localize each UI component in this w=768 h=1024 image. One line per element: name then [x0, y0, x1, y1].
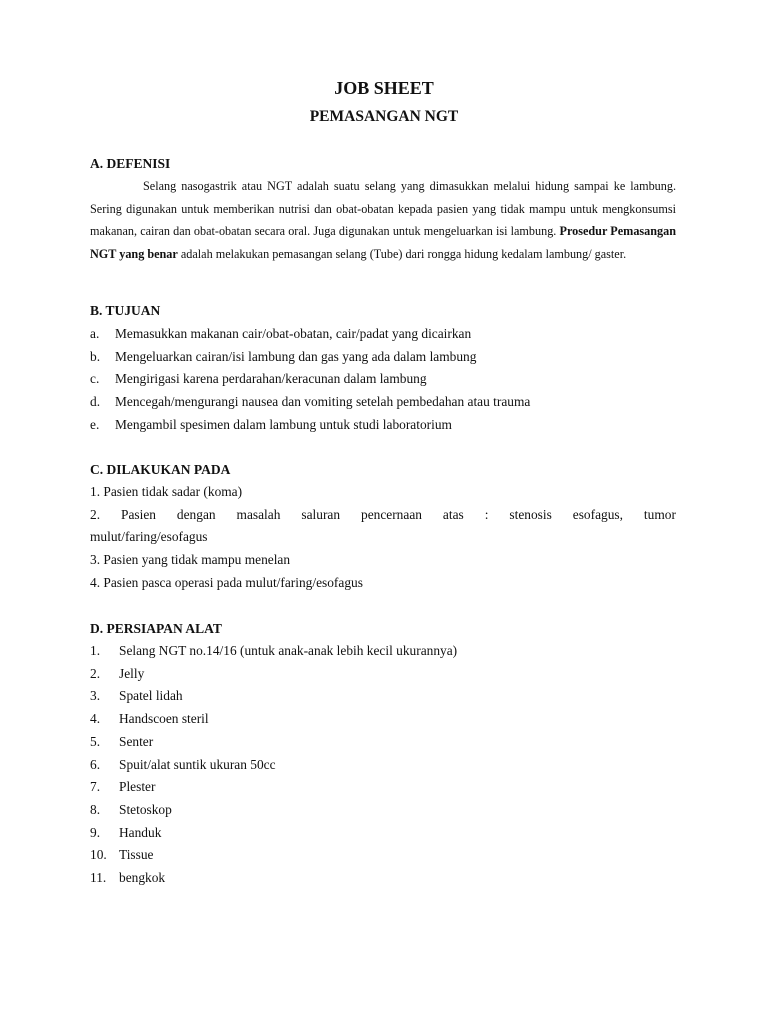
- list-item-text: Mengambil spesimen dalam lambung untuk studi laboratorium: [115, 416, 452, 432]
- list-item: [90, 825, 161, 841]
- list-marker: 4.: [90, 711, 101, 727]
- list-item-text: Jelly: [119, 665, 145, 681]
- list-item: 4. Pasien pasca operasi pada mulut/faring/esofagus: [90, 575, 363, 590]
- list-item-continuation: mulut/faring/esofagus: [90, 529, 208, 544]
- word: tumor: [643, 507, 676, 522]
- section-c-heading: C. DILAKUKAN PADA: [90, 462, 231, 477]
- list-item-text: Senter: [119, 733, 154, 749]
- list-item: [90, 757, 276, 773]
- list-item: [90, 666, 144, 682]
- list-item: 1. Pasien tidak sadar (koma): [90, 484, 243, 499]
- list-item: [90, 802, 172, 818]
- list-item-text: bengkok: [119, 870, 166, 885]
- page-subtitle: PEMASANGAN NGT: [309, 108, 459, 125]
- section-a-heading: A. DEFENISI: [90, 156, 171, 171]
- list-marker: 11.: [90, 870, 107, 885]
- word: stenosis: [509, 507, 552, 522]
- list-item: [90, 326, 471, 342]
- list-item: [90, 688, 183, 704]
- list-marker: b.: [90, 348, 101, 364]
- word: pencernaan: [361, 507, 422, 522]
- definition-text-1: Selang nasogastrik atau NGT adalah suatu selang yang dimasukkan melalui hidung sampai ke lambung. Sering digunakan untuk memberikan nutrisi dan obat-obatan kepada pasien yang tidak mampu untuk mengkonsumsi makanan, cairan dan obat-obatan secara oral. Juga digunakan untuk mengeluarkan isi lambung.: [90, 179, 676, 239]
- word: esofagus,: [572, 507, 623, 522]
- list-item-text: Mencegah/mengurangi nausea dan vomiting setelah pembedahan atau trauma: [115, 394, 531, 410]
- definition-text-2: adalah melakukan pemasangan selang (Tube) dari rongga hidung kedalam lambung/ gaster.: [180, 247, 627, 262]
- word: masalah: [236, 507, 281, 522]
- list-marker: d.: [90, 394, 101, 410]
- definition-paragraph: [90, 175, 676, 266]
- section-b-heading: B. TUJUAN: [90, 303, 161, 318]
- list-item: [90, 870, 165, 886]
- section-d-heading: D. PERSIAPAN ALAT: [90, 621, 222, 636]
- list-item: 3. Pasien yang tidak mampu menelan: [90, 552, 291, 567]
- list-item: [90, 779, 155, 795]
- list-item-text: Selang NGT no.14/16 (untuk anak-anak lebih kecil ukurannya): [119, 643, 458, 658]
- list-item: [90, 734, 153, 750]
- list-marker: 6.: [90, 756, 101, 772]
- list-item: [90, 643, 457, 659]
- list-marker: a.: [90, 326, 100, 341]
- word: saluran: [301, 507, 341, 522]
- list-item: [90, 417, 452, 433]
- list-marker: c.: [90, 371, 100, 387]
- list-marker: 7.: [90, 779, 101, 795]
- list-item-text: Spatel lidah: [119, 688, 183, 704]
- list-marker: e.: [90, 416, 100, 432]
- list-item-justified: [90, 507, 676, 523]
- list-item-text: Spuit/alat suntik ukuran 50cc: [119, 756, 276, 772]
- list-item-text: Tissue: [119, 847, 154, 863]
- list-marker: 1.: [90, 643, 101, 658]
- list-marker: 9.: [90, 824, 101, 840]
- list-item-text: Stetoskop: [119, 801, 172, 817]
- page-title: JOB SHEET: [334, 78, 434, 98]
- word: 2. Pasien: [90, 507, 156, 522]
- list-marker: 5.: [90, 733, 101, 749]
- list-item-text: Handuk: [119, 824, 162, 840]
- word: atas: [442, 507, 464, 522]
- list-item: [90, 847, 154, 863]
- list-item-text: Plester: [119, 779, 156, 795]
- list-item-text: Handscoen steril: [119, 711, 209, 727]
- list-marker: 8.: [90, 801, 101, 817]
- definition-bold-text: Prosedur Pemasangan NGT yang benar: [90, 224, 676, 262]
- list-item: [90, 371, 427, 387]
- list-marker: 10.: [90, 847, 107, 863]
- list-item: [90, 349, 476, 365]
- list-item-text: Mengeluarkan cairan/isi lambung dan gas yang ada dalam lambung: [115, 348, 477, 364]
- list-marker: 3.: [90, 688, 101, 704]
- list-item: [90, 394, 530, 410]
- list-marker: 2.: [90, 665, 101, 681]
- list-item-text: Memasukkan makanan cair/obat-obatan, cair/padat yang dicairkan: [115, 326, 472, 341]
- list-item-text: Mengirigasi karena perdarahan/keracunan dalam lambung: [115, 371, 427, 387]
- list-item: [90, 711, 209, 727]
- word: :: [484, 507, 489, 522]
- word: dengan: [176, 507, 216, 522]
